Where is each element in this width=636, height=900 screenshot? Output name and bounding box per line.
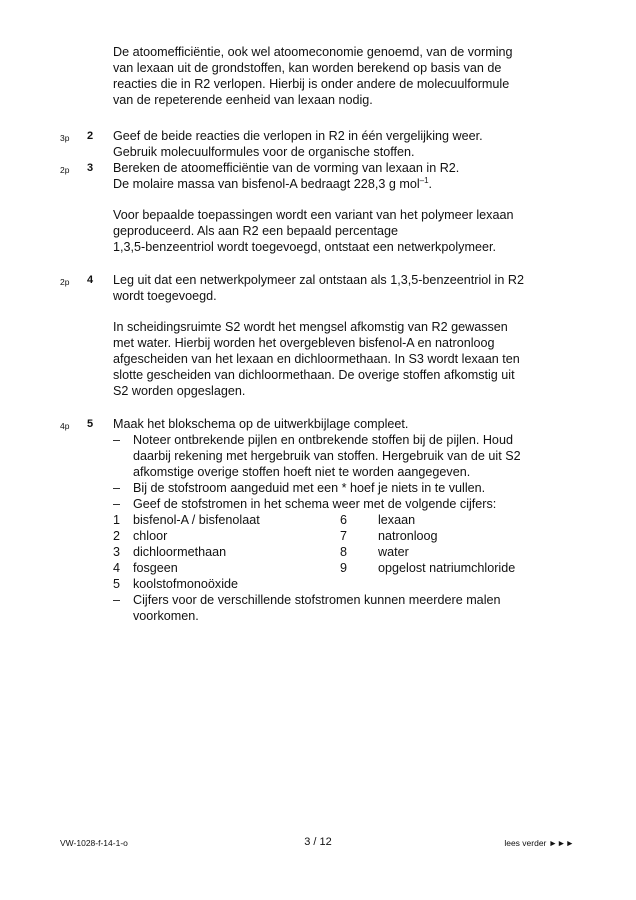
bullet-line: Cijfers voor de verschillende stofstromen kunnen meerdere malen xyxy=(133,593,501,607)
paragraph-line: slotte gescheiden van dichloormethaan. De overige stoffen afkomstig uit xyxy=(113,368,515,382)
code-number: 9 xyxy=(340,561,348,575)
code-number: 1 xyxy=(113,513,121,527)
bullet-line: afkomstige overige stoffen hoeft niet te worden aangegeven. xyxy=(133,465,471,479)
intro-line: De atoomefficiëntie, ook wel atoomeconomie genoemd, van de vorming xyxy=(113,45,513,59)
empty-cell xyxy=(378,576,578,592)
bullet-item xyxy=(113,496,583,512)
question-line: wordt toegevoegd. xyxy=(113,289,217,303)
code-number: 4 xyxy=(113,561,121,575)
question-line: Maak het blokschema op de uitwerkbijlage compleet. xyxy=(113,417,409,431)
code-substance: water xyxy=(378,545,409,559)
code-number: 6 xyxy=(340,513,348,527)
code-substance: natronloog xyxy=(378,529,438,543)
bullet-line: Bij de stofstroom aangeduid met een * hoef je niets in te vullen. xyxy=(133,481,486,495)
code-substance: dichloormethaan xyxy=(133,545,227,559)
page-number: 3 / 12 xyxy=(304,836,332,848)
bullet-dash: – xyxy=(113,481,121,495)
intro-line: reacties die in R2 verlopen. Hierbij is onder andere de molecuulformule xyxy=(113,77,510,91)
bullet-line: Noteer ontbrekende pijlen en ontbrekende stoffen bij de pijlen. Houd xyxy=(133,433,513,447)
bullet-line: Geef de stofstromen in het schema weer met de volgende cijfers: xyxy=(133,497,497,511)
molar-mass-text: De molaire massa van bisfenol-A bedraagt 228,3 g mol xyxy=(113,177,420,191)
bullet-item xyxy=(113,480,583,496)
code-substance: opgelost natriumchloride xyxy=(378,561,516,575)
question-line: Leg uit dat een netwerkpolymeer zal ontstaan als 1,3,5-benzeentriol in R2 xyxy=(113,273,524,287)
separation-paragraph xyxy=(113,319,583,399)
question-number: 2 xyxy=(87,130,94,142)
question-points: 4p xyxy=(60,421,70,431)
code-number: 3 xyxy=(113,545,121,559)
question-text xyxy=(113,272,583,304)
intro-line: van de repeterende eenheid van lexaan nodig. xyxy=(113,93,373,107)
question-text xyxy=(113,128,583,160)
bullet-dash: – xyxy=(113,433,121,447)
question-line: Geef de beide reacties die verlopen in R2 in één vergelijking weer. xyxy=(113,129,483,143)
paragraph-line: S2 worden opgeslagen. xyxy=(113,384,246,398)
paragraph-line: geproduceerd. Als aan R2 een bepaald percentage xyxy=(113,224,398,238)
continue-label: lees verder ►►► xyxy=(504,838,574,848)
substance-code-list xyxy=(113,512,583,592)
code-number: 2 xyxy=(113,529,121,543)
unit-exponent: –1 xyxy=(419,176,429,185)
question-line xyxy=(113,176,583,192)
bullet-dash: – xyxy=(113,497,121,511)
code-substance: koolstofmonoöxide xyxy=(133,577,239,591)
intro-paragraph xyxy=(113,44,583,108)
question-points: 2p xyxy=(60,277,70,287)
question-points: 3p xyxy=(60,133,70,143)
variant-paragraph xyxy=(113,207,583,255)
bullet-line: voorkomen. xyxy=(133,609,199,623)
bullet-item xyxy=(113,592,583,624)
intro-line: van lexaan uit de grondstoffen, kan worden berekend op basis van de xyxy=(113,61,502,75)
empty-cell xyxy=(340,576,378,592)
paragraph-line: In scheidingsruimte S2 wordt het mengsel afkomstig van R2 gewassen xyxy=(113,320,508,334)
question-points: 2p xyxy=(60,165,70,175)
period: . xyxy=(428,177,433,191)
paragraph-line: 1,3,5-benzeentriol wordt toegevoegd, ontstaat een netwerkpolymeer. xyxy=(113,240,496,254)
question-line: Gebruik molecuulformules voor de organische stoffen. xyxy=(113,145,415,159)
question-text xyxy=(113,160,583,192)
code-number: 5 xyxy=(113,577,121,591)
paragraph-line: afgescheiden van het lexaan en dichloormethaan. In S3 wordt lexaan ten xyxy=(113,352,520,366)
question-number: 4 xyxy=(87,274,94,286)
question-number: 5 xyxy=(87,418,94,430)
bullet-line: daarbij rekening met hergebruik van stoffen. Hergebruik van de uit S2 xyxy=(133,449,521,463)
paragraph-line: Voor bepaalde toepassingen wordt een variant van het polymeer lexaan xyxy=(113,208,514,222)
bullet-item xyxy=(113,432,583,480)
code-substance: chloor xyxy=(133,529,168,543)
code-substance: lexaan xyxy=(378,513,416,527)
code-substance: fosgeen xyxy=(133,561,178,575)
question-text xyxy=(113,416,583,624)
bullet-dash: – xyxy=(113,593,121,607)
code-number: 8 xyxy=(340,545,348,559)
question-number: 3 xyxy=(87,162,94,174)
exam-code: VW-1028-f-14-1-o xyxy=(60,838,128,848)
code-number: 7 xyxy=(340,529,348,543)
question-line: Bereken de atoomefficiëntie van de vorming van lexaan in R2. xyxy=(113,161,460,175)
paragraph-line: met water. Hierbij worden het overgebleven bisfenol-A en natronloog xyxy=(113,336,495,350)
code-substance: bisfenol-A / bisfenolaat xyxy=(133,513,260,527)
